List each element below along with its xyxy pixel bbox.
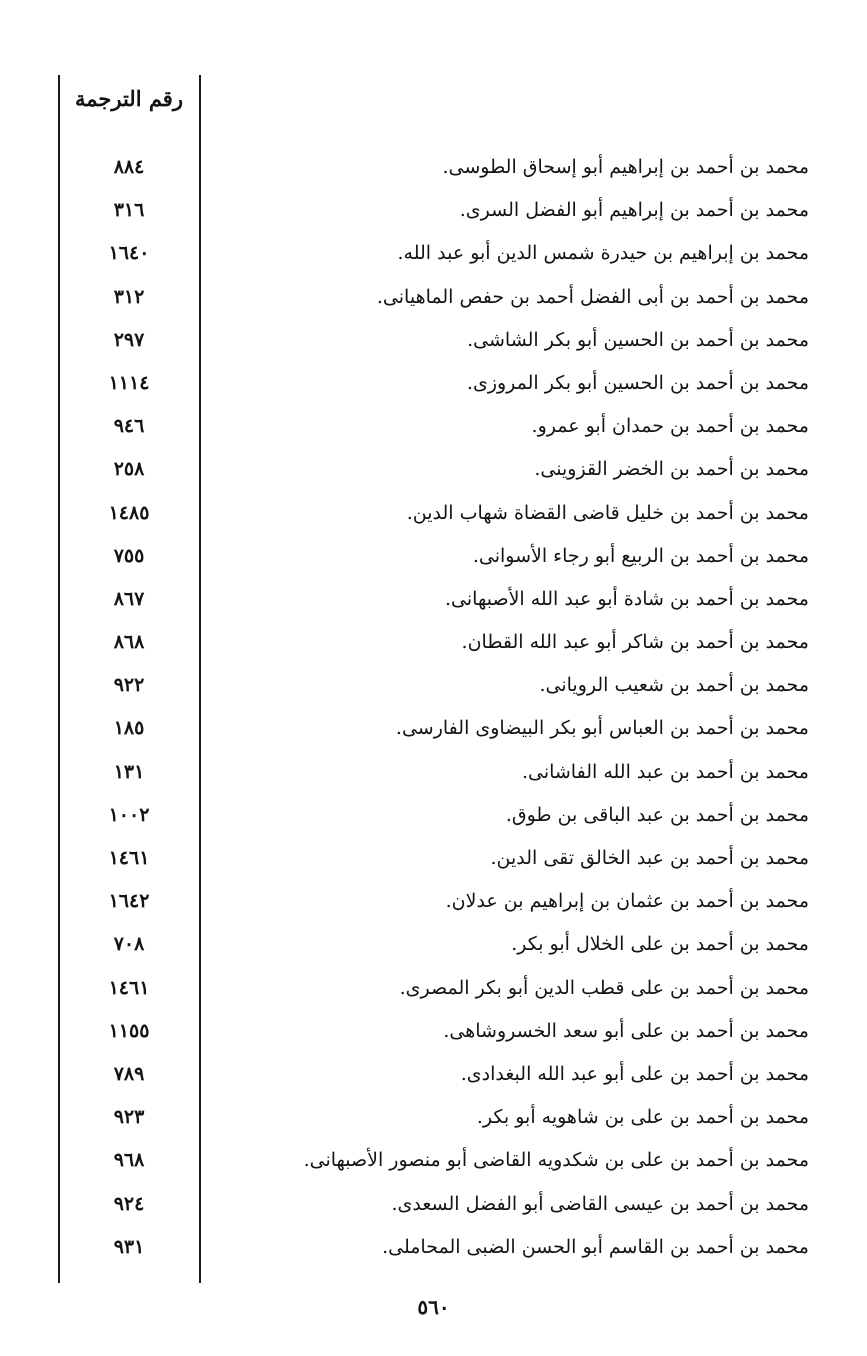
entry-translation-number: ٩٢٤ xyxy=(113,1192,145,1215)
index-entry-row xyxy=(0,405,867,448)
entry-name: محمد بن أحمد بن على بن شكدويه القاضى أبو منصور الأصبهانى. xyxy=(303,1149,809,1172)
entry-name: محمد بن أحمد بن إبراهيم أبو إسحاق الطوسى. xyxy=(442,156,809,178)
index-entry-row xyxy=(0,146,867,189)
entry-translation-number: ٩٤٦ xyxy=(113,415,145,438)
index-entry-row xyxy=(0,837,867,880)
entry-translation-number: ١٤٨٥ xyxy=(108,501,150,524)
entry-name: محمد بن أحمد بن شادة أبو عبد الله الأصبهانى. xyxy=(445,587,809,610)
index-entry-row xyxy=(0,1226,867,1269)
index-entry-row xyxy=(0,448,867,491)
entry-translation-number: ٩٢٣ xyxy=(113,1106,145,1129)
entry-name: محمد بن أحمد بن على أبو سعد الخسروشاهى. xyxy=(443,1019,809,1042)
entry-translation-number: ٧٨٩ xyxy=(113,1062,145,1085)
index-entry-row xyxy=(0,492,867,535)
index-entry-row xyxy=(0,1139,867,1182)
entry-name: محمد بن أحمد بن الحسين أبو بكر المروزى. xyxy=(466,371,809,394)
index-entry-row xyxy=(0,707,867,750)
entry-name: محمد بن أحمد بن على قطب الدين أبو بكر المصرى. xyxy=(399,976,809,999)
index-entry-row xyxy=(0,189,867,232)
entry-name: محمد بن أحمد بن القاسم أبو الحسن الضبى المحاملى. xyxy=(382,1235,809,1258)
entry-translation-number: ٩٣١ xyxy=(113,1235,145,1258)
entry-name: محمد بن أحمد بن شعيب الرويانى. xyxy=(539,674,809,697)
entry-name: محمد بن أحمد بن حمدان أبو عمرو. xyxy=(531,415,809,438)
index-entry-row xyxy=(0,967,867,1010)
entry-translation-number: ١١٥٥ xyxy=(108,1019,150,1042)
index-entry-row xyxy=(0,794,867,837)
entry-translation-number: ٨٦٧ xyxy=(113,587,145,610)
page-number: ٥٦٠ xyxy=(417,1295,450,1319)
entry-name: محمد بن أحمد بن إبراهيم أبو الفضل السرى. xyxy=(459,199,809,222)
entry-name: محمد بن أحمد بن على الخلال أبو بكر. xyxy=(511,933,809,956)
entry-translation-number: ٨٨٤ xyxy=(113,156,145,178)
entry-name: محمد بن أحمد بن خليل قاضى القضاة شهاب الدين. xyxy=(406,501,809,524)
entry-translation-number: ٨٦٨ xyxy=(113,631,145,654)
index-entry-row xyxy=(0,362,867,405)
entry-name: محمد بن أحمد بن شاكر أبو عبد الله القطان. xyxy=(461,631,809,654)
entry-translation-number: ٧٠٨ xyxy=(113,933,145,956)
entry-name: محمد بن أحمد بن عيسى القاضى أبو الفضل السعدى. xyxy=(391,1192,809,1215)
entry-translation-number: ١٤٦١ xyxy=(108,847,150,869)
entry-name: محمد بن أحمد بن عثمان بن إبراهيم بن عدلان. xyxy=(445,890,809,913)
index-entry-row xyxy=(0,751,867,794)
entry-translation-number: ٢٥٨ xyxy=(113,458,145,481)
index-entry-row xyxy=(0,923,867,966)
index-entry-row xyxy=(0,621,867,664)
entry-name: محمد بن أحمد بن العباس أبو بكر البيضاوى الفارسى. xyxy=(395,717,809,740)
entry-translation-number: ٧٥٥ xyxy=(113,544,145,567)
entry-translation-number: ٢٩٧ xyxy=(113,328,145,351)
entry-name: محمد بن أحمد بن على أبو عبد الله البغدادى. xyxy=(460,1062,809,1085)
index-entries xyxy=(0,146,867,1269)
entry-name: محمد بن أحمد بن عبد الله الفاشانى. xyxy=(521,760,809,783)
entry-name: محمد بن أحمد بن أبى الفضل أحمد بن حفص الماهيانى. xyxy=(376,285,809,308)
entry-translation-number: ٣١٦ xyxy=(113,199,145,222)
index-entry-row xyxy=(0,232,867,275)
entry-translation-number: ١٣١ xyxy=(113,760,145,783)
entry-name: محمد بن أحمد بن الخضر القزوينى. xyxy=(534,458,809,481)
entry-translation-number: ١١١٤ xyxy=(108,371,150,394)
index-entry-row xyxy=(0,1010,867,1053)
entry-name: محمد بن أحمد بن عبد الخالق تقى الدين. xyxy=(490,847,809,869)
entry-translation-number: ١٤٦١ xyxy=(108,976,150,999)
entry-translation-number: ٩٦٨ xyxy=(113,1149,145,1172)
entry-translation-number: ٣١٢ xyxy=(113,285,145,308)
index-entry-row xyxy=(0,664,867,707)
index-entry-row xyxy=(0,880,867,923)
index-entry-row xyxy=(0,578,867,621)
entry-translation-number: ١٠٠٢ xyxy=(108,803,150,826)
entry-name: محمد بن إبراهيم بن حيدرة شمس الدين أبو عبد الله. xyxy=(397,242,809,265)
translation-number-header: رقم الترجمة xyxy=(74,86,183,111)
entry-translation-number: ٩٢٢ xyxy=(113,674,145,697)
entry-name: محمد بن أحمد بن الربيع أبو رجاء الأسوانى. xyxy=(472,544,809,567)
index-entry-row xyxy=(0,1096,867,1139)
entry-translation-number: ١٦٤٠ xyxy=(108,242,150,265)
entry-name: محمد بن أحمد بن الحسين أبو بكر الشاشى. xyxy=(467,328,809,351)
index-entry-row xyxy=(0,1183,867,1226)
entry-name: محمد بن أحمد بن عبد الباقى بن طوق. xyxy=(505,803,809,826)
entry-translation-number: ١٦٤٢ xyxy=(108,890,150,913)
index-entry-row xyxy=(0,1053,867,1096)
index-entry-row xyxy=(0,276,867,319)
entry-name: محمد بن أحمد بن على بن شاهويه أبو بكر. xyxy=(476,1106,809,1129)
entry-translation-number: ١٨٥ xyxy=(113,717,145,740)
index-entry-row xyxy=(0,535,867,578)
index-entry-row xyxy=(0,319,867,362)
